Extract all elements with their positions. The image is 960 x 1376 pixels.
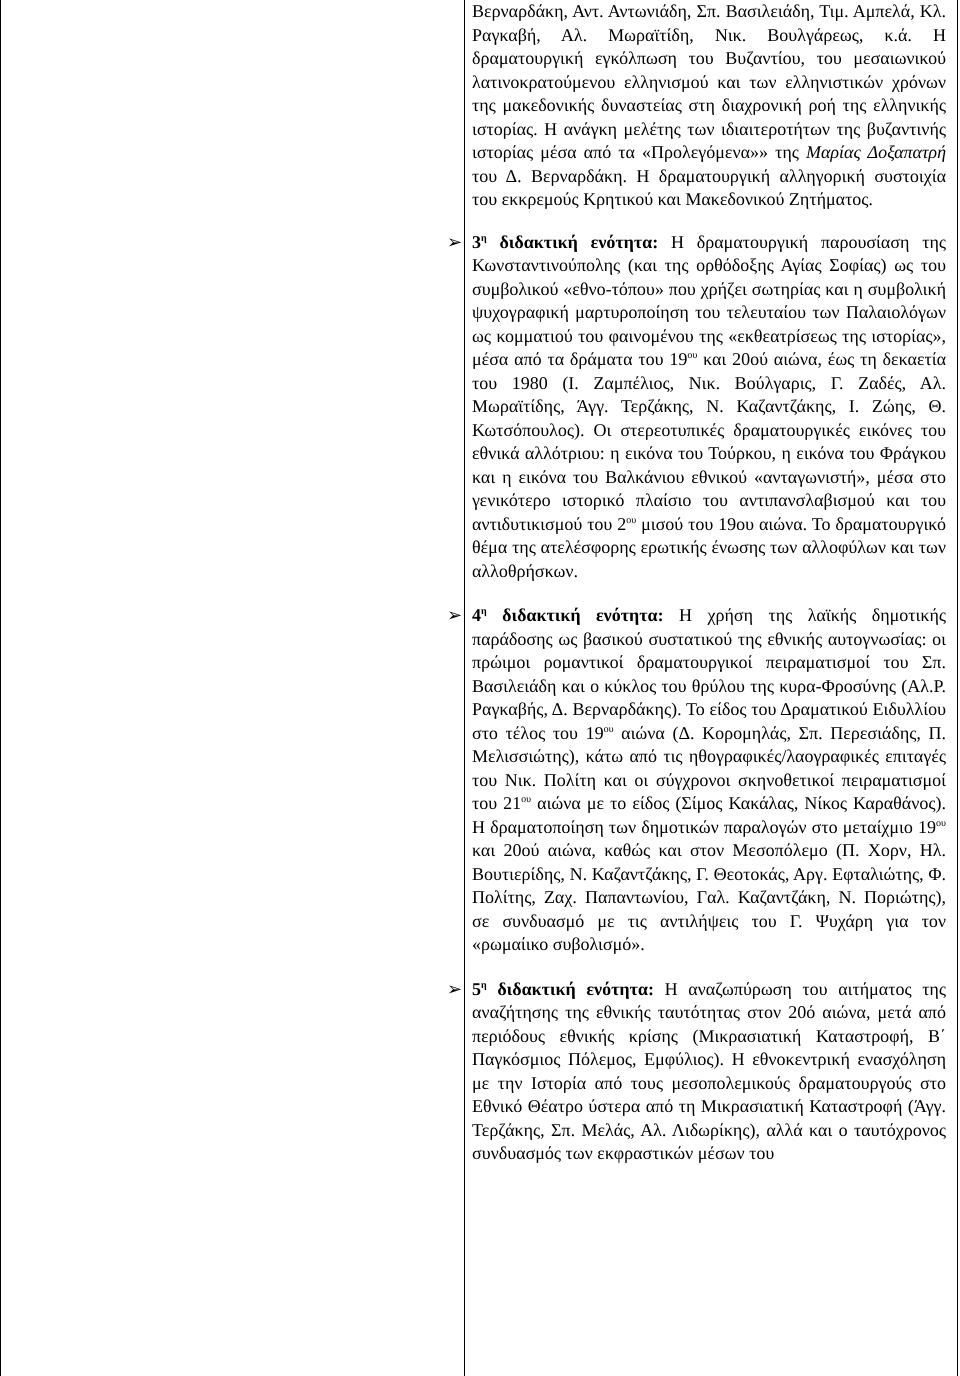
arrow-bullet-icon: ➢ — [447, 231, 463, 253]
content-column — [447, 0, 947, 1166]
arrow-bullet-icon: ➢ — [447, 605, 463, 626]
unit-4 — [447, 604, 946, 957]
unit-4-text: $4^\eta$ διδακτική ενότητα: Η χρήση της λαϊκής δημοτικής παράδοσης ως βασικού συστατικού της εθνικής αυτογνωσίας: οι πρώιμοι ρομαντικοί δραματουργικοί πειραματισμοί του Σπ. Βασιλειάδη και ο κύκλος του θρύλου της κυρα-Φροσύνης (Αλ.Ρ. Ραγκαβής, Δ. Βερναρδάκης). Το είδος του Δραματικού Ειδυλλίου στο τέλος του $19^{o\upsilon}$ αιώνα (Δ. Κορομηλάς, Σπ. Περεσιάδης, Π. Μελισσιώτης), κάτω από τις ηθογραφικές/λαογραφικές επιταγές του Νικ. Πολίτη και οι σύγχρονοι σκηνοθετικοί πειραματισμοί του $21^{o\upsilon}$ αιώνα με το είδος (Σίμος Κακάλας, Νίκος Καραθάνος). Η δραματοποίηση των δημοτικών παραλογών στο μεταίχμιο $19^{o\upsilon}$ και 20ού αιώνα, καθώς και στον Μεσοπόλεμο (Π. Χορν, Ηλ. Βουτιερίδης, Ν. Καζαντζάκης, Γ. Θεοτοκάς, Αργ. Εφταλιώτης, Φ. Πολίτης, Ζαχ. Παπαντωνίου, Γαλ. Καζαντζάκη, Ν. Ποριώτης), σε συνδυασμό με τις αντιλήψεις του Γ. Ψυχάρη για τον «ρωμαίικο συβολισμό». — [472, 605, 946, 954]
unit-5 — [447, 978, 946, 1166]
table-border-middle — [464, 0, 465, 1376]
unit-5-text: $5^\eta$ διδακτική ενότητα: Η αναζωπύρωση του αιτήματος της αναζήτησης της εθνικής ταυτότητας στον 20ό αιώνα, μετά από περιόδους εθνικής κρίσης (Μικρασιατική Καταστροφή, Β΄ Παγκόσμιος Πόλεμος, Εμφύλιος). Η εθνοκεντρική ενασχόληση με την Ιστορία από τους μεσοπολεμικούς δραματουργούς στο Εθνικό Θέατρο ύστερα από τη Μικρασιατική Καταστροφή (Άγγ. Τερζάκης, Σπ. Μελάς, Αλ. Λιδωρίκης), αλλά και ο ταυτόχρονος συνδυασμός των εκφραστικών μέσων του — [472, 978, 946, 1163]
table-border-left — [0, 0, 1, 1376]
intro-paragraph — [472, 0, 946, 212]
unit-3-text: $3^\eta$ διδακτική ενότητα: Η δραματουργική παρουσίαση της Κωνσταντινούπολης (και της ορθόδοξης Αγίας Σοφίας) ως του συμβολικού «εθνο-τόπου» που χρήζει σωτηρίας και η συμβολική ψυχογραφική μαρτυροποίηση του τελευταίου των Παλαιολόγων ως κομματιού του φαινομένου της «εκθεατρίσεως της ιστορίας», μέσα από τα δράματα του $19^{o\upsilon}$ και 20ού αιώνα, έως τη δεκαετία του 1980 (Ι. Ζαμπέλιος, Νικ. Βούλγαρις, Γ. Ζαδές, Αλ. Μωραϊτίδης, Άγγ. Τερζάκης, Ν. Καζαντζάκης, Ι. Ζώης, Θ. Κωτσόπουλος). Οι στερεοτυπικές δραματουργικές εικόνες του εθνικά αλλότριου: η εικόνα του Τούρκου, η εικόνα του Φράγκου και η εικόνα του Βαλκάνιου εθνικού «ανταγωνιστή», μέσα στο γενικότερο ιστορικό πλαίσιο του αντιπανσλαβισμού και του αντιδυτικισμού του $2^{o\upsilon}$ μισού του 19ου αιώνα. Το δραματουργικό θέμα της ατελέσφορης ερωτικής ένωσης των αλλοφύλων και των αλλοθρήσκων. — [472, 231, 947, 581]
unit-3-heading: $3^\eta$ διδακτική ενότητα: — [472, 231, 659, 252]
intro-text-end: του Δ. Βερναρδάκη. Η δραματουργική αλληγορική συστοιχία του εκκρεμούς Κρητικού και Μακεδονικού Ζητήματος. — [472, 165, 946, 209]
intro-italic-title: Μαρίας Δοξαπατρή — [805, 142, 947, 162]
intro-text: Βερναρδάκη, Αντ. Αντωνιάδη, Σπ. Βασιλειάδη, Τιμ. Αμπελά, Κλ. Ραγκαβή, Αλ. Μωραϊτίδη, Νικ. Βουλγάρεως, κ.ά. Η δραματουργική εγκόλπωση του Βυζαντίου, του μεσαιωνικού λατινοκρατούμενου ελληνισμού και των ελληνιστικών χρόνων της μακεδονικής δυναστείας στη διαχρονική ροή της ελληνικής ιστορίας. Η ανάγκη μελέτης των ιδιαιτεροτήτων της βυζαντινής ιστορίας μέσα από τα «Προλεγόμενα»» της — [472, 1, 946, 162]
unit-4-heading: $4^\eta$ διδακτική ενότητα: — [472, 605, 664, 625]
unit-5-heading: $5^\eta$ διδακτική ενότητα: — [472, 978, 654, 999]
unit-3 — [447, 231, 947, 584]
table-border-right — [957, 0, 958, 1376]
arrow-bullet-icon: ➢ — [447, 978, 463, 1000]
